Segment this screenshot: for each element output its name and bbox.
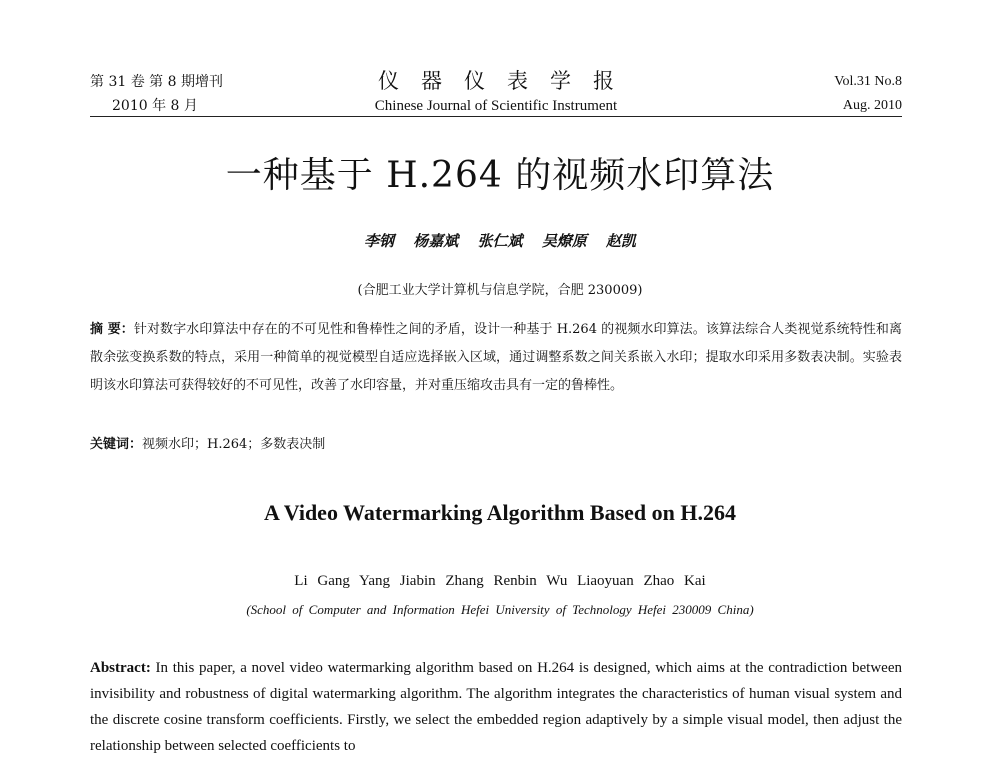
date-en: Aug. 2010: [842, 98, 902, 113]
affiliation-en: (School of Computer and Information Hefei University of Technology Hefei 230009 China): [246, 602, 754, 617]
header-center: [90, 66, 902, 116]
journal-name-en: Chinese Journal of Scientific Instrument: [374, 98, 618, 114]
abstract-cn: [90, 316, 902, 400]
abstract-en-text: In this paper, a novel video watermarking algorithm based on H.264 is designed, which aims at the contradiction between invisibility and robustness of digital watermarking algorithm. The algorithm integrates the characteristics of human visual system and the discrete cosine transform coefficients. Firstly, we select the embedded region adaptively by a simple visual model, then adjust the relationship between selected coefficients to: [90, 660, 902, 754]
running-header: [90, 70, 902, 120]
paper-title-cn: 一种基于 H.264 的视频水印算法: [225, 155, 775, 196]
header-divider: [90, 116, 902, 117]
volume-issue-cn: 第 31 卷 第 8 期增刊: [90, 74, 223, 90]
date-cn: 2010 年 8 月: [112, 98, 198, 114]
abstract-cn-label: 摘 要：: [90, 322, 134, 337]
paper-title-en: A Video Watermarking Algorithm Based on H.264: [263, 500, 736, 525]
keywords-cn-text: 视频水印；H.264；多数表决制: [142, 437, 326, 452]
journal-name-cn: 仪器仪表学报: [378, 69, 636, 93]
authors-cn: 李钢 杨嘉斌 张仁斌 吴燎原 赵凯: [364, 232, 636, 250]
keywords-cn: [90, 431, 902, 459]
header-right: [834, 70, 902, 118]
abstract-cn-text: 针对数字水印算法中存在的不可见性和鲁棒性之间的矛盾，设计一种基于 H.264 的视频水印算法。该算法综合人类视觉系统特性和离散余弦变换系数的特点，采用一种简单的视觉模型自适应选择嵌入区域，通过调整系数之间关系嵌入水印；提取水印采用多数表决制。实验表明该水印算法可获得较好的不可见性，改善了水印容量，并对重压缩攻击具有一定的鲁棒性。: [90, 322, 902, 393]
affiliation-cn: (合肥工业大学计算机与信息学院，合肥 230009): [357, 283, 643, 298]
abstract-en-label: Abstract:: [90, 660, 151, 676]
authors-en: Li Gang Yang Jiabin Zhang Renbin Wu Liaoyuan Zhao Kai: [294, 573, 706, 589]
volume-issue-en: Vol.31 No.8: [834, 74, 902, 89]
keywords-cn-label: 关键词：: [90, 437, 143, 452]
abstract-en: [90, 655, 902, 759]
